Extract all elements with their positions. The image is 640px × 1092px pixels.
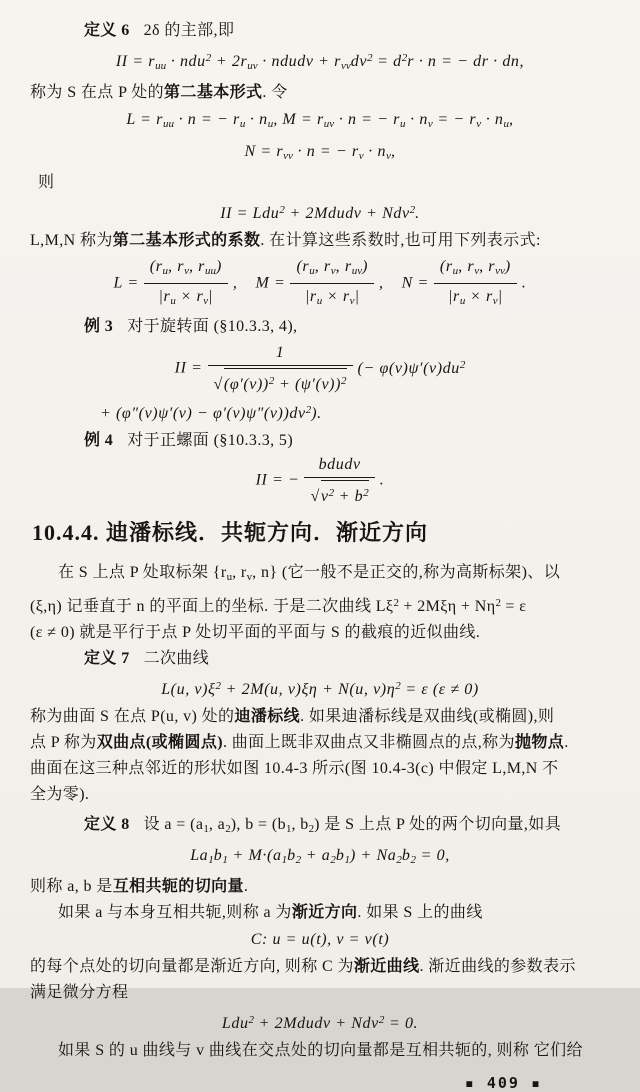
text-segment: . 令 [262, 84, 288, 101]
fraction [290, 256, 374, 312]
formula-N-fraction [402, 256, 527, 312]
definition-8-label: 定义 8 [84, 816, 130, 833]
definition-7-line-2 [30, 730, 610, 756]
definition-7-intro: 二次曲线 [143, 650, 210, 667]
definition-7-line-4: 全为零). [30, 786, 90, 803]
radical-sign: √ [213, 376, 223, 393]
numerator: ($r_u$, $r_v$, $r_{uv}$) [296, 258, 369, 277]
coefficients-note-line [30, 228, 610, 254]
second-fundamental-form-naming-line [30, 80, 610, 106]
text-segment: . 如果迪潘标线是双曲线(或椭圆),则 [300, 708, 555, 725]
formula-L-fraction [114, 256, 238, 312]
fraction [144, 256, 228, 312]
example-4-heading [30, 428, 610, 454]
fraction-tail: , [232, 274, 238, 292]
section-heading: 10.4.4. 迪潘标线．共轭方向．渐近方向 [32, 520, 429, 545]
formula-lead: II = − [255, 471, 300, 489]
asymptotic-curve-ode: Ldu$^2$ + 2Mdudv + Ndv$^2$ = 0. [221, 1014, 419, 1032]
term-second-fundamental-form: 第二基本形式 [164, 84, 263, 101]
fraction-tail: . [521, 274, 527, 292]
text-segment: . 在计算这些系数时,也可用下列表示式: [260, 232, 541, 249]
text-segment: 点 P 称为 [30, 734, 97, 751]
paragraph-1-line-1: 在 S 上点 P 处取标架 {$r_u$, $r_v$, n} (它一般不是正交的,称为高斯标架)、以 [58, 564, 561, 583]
text-segment: 则称 a, b 是 [30, 878, 113, 895]
denominator: $|r_u \times r_v|$ [434, 283, 517, 312]
denominator [208, 365, 353, 396]
denominator [304, 477, 374, 508]
fraction-lead: N = [401, 274, 429, 292]
formula-lead: II = [174, 359, 203, 377]
coefficient-determinant-formulas [30, 256, 610, 312]
term-conjugate-tangent-vectors: 互相共轭的切向量 [112, 878, 244, 895]
fraction [434, 256, 517, 312]
example-3-intro: 对于旋转面 (§10.3.3, 4), [127, 318, 298, 335]
text-segment: 如果 a 与本身互相共轭,则称 a 为 [58, 904, 292, 921]
text-segment: 的每个点处的切向量都是渐近方向, 则称 C 为 [30, 958, 354, 975]
paragraph-2-line-2 [30, 954, 610, 980]
definition-7-line-3: 曲面在这三种点邻近的形状如图 10.4-3 所示(图 10.4-3(c) 中假定 L,M,N 不 [30, 760, 559, 777]
text-segment: L,M,N 称为 [30, 232, 113, 249]
numerator: ($r_u$, $r_v$, $r_{uu}$) [149, 258, 222, 277]
text-segment: 称为 S 在点 P 处的 [30, 84, 165, 101]
radical-sign: √ [310, 488, 320, 505]
paragraph-2-line-4: 如果 S 的 u 曲线与 v 曲线在交点处的切向量都是互相共轭的, 则称 它们给 [58, 1042, 583, 1059]
dupin-indicatrix-equation: L(u, $v)\xi^2 + 2M(u$, v)ξη + N(u, $v)\eta^2 = \varepsilon$ (ε ≠ 0) [161, 680, 479, 698]
numerator: bdudv [318, 456, 361, 473]
second-fundamental-form-compact-equation: II = Ldu$^2$ + 2Mdudv + Ndv$^2$. [220, 204, 420, 222]
definition-6-intro: 2δ 的主部,即 [143, 22, 235, 39]
example-3-formula-line-2: + $(\varphi''(v)\psi'(v) - \varphi'(v)\psi''(v))dv^2$). [100, 404, 322, 422]
definition-8-conclusion-line [30, 874, 610, 900]
paragraph-1-line-3: (ε ≠ 0) 就是平行于点 P 处切平面的平面与 S 的截痕的近似曲线. [30, 624, 481, 641]
formula-tail: (− $\varphi(v)\psi'(v)du^2$ [357, 358, 466, 377]
fraction-tail: , [379, 274, 384, 292]
term-dupin-indicatrix: 迪潘标线 [234, 708, 301, 725]
definition-6-label: 定义 6 [84, 22, 130, 39]
fraction-lead: M = [255, 274, 286, 292]
text-segment: . 曲面上既非双曲点又非椭圆点的点,称为 [222, 734, 515, 751]
example-3-label: 例 3 [84, 318, 114, 335]
conjugate-condition-equation: $La_1b_1 + M\cdot(a_1b_2 + a_2b_1) + Na_2b_2 = 0$, [190, 847, 450, 866]
then-connector: 则 [38, 174, 55, 191]
text-segment: . 渐近曲线的参数表示 [419, 958, 576, 975]
second-fundamental-form-expansion: II = $r_{uu} \cdot ndu^2 + 2r_{uv}$ · ndudv + $r_{vv}dv^2 = d^2r \cdot n$ = − dr · dn, [115, 52, 525, 72]
curve-parametrization-equation: C: u = u(t), v = v(t) [250, 931, 390, 948]
formula-M-fraction [256, 256, 384, 312]
fraction-lead: L = [113, 274, 139, 292]
text-segment: . [243, 878, 249, 895]
radicand: $v^2 + b^2$ [321, 480, 369, 508]
example-4-intro: 对于正螺面 (§10.3.3, 5) [127, 432, 294, 449]
numerator: 1 [275, 344, 285, 361]
term-asymptotic-direction: 渐近方向 [291, 904, 358, 921]
fraction [304, 454, 374, 508]
term-hyperbolic-elliptic-point: 双曲点(或椭圆点) [96, 734, 223, 751]
paragraph-1-line-2: (ξ,η) 记垂直于 n 的平面上的坐标. 于是二次曲线 $L\xi^2 + 2M\xi\eta + N\eta^2 = \varepsilon$ [30, 597, 527, 615]
numerator: ($r_u$, $r_v$, $r_{vv}$) [439, 258, 511, 277]
definition-8-intro: 设 $a = (a_1$, $a_2$), $b = (b_1$, $b_2$) 是 S 上点 P 处的两个切向量,如具 [143, 816, 562, 835]
formula-tail: . [379, 471, 385, 489]
paragraph-2-line-1 [30, 900, 610, 926]
definition-7-heading [30, 646, 610, 672]
example-4-formula [30, 454, 610, 508]
definition-7-line-1 [30, 704, 610, 730]
denominator: $|r_u \times r_v|$ [290, 283, 374, 312]
term-coefficients: 第二基本形式的系数 [112, 232, 261, 249]
coefficients-l-m-equation: $L = r_{uu} \cdot n$ = − $r_u \cdot n_u$, $M = r_{uv} \cdot n$ = − $r_u \cdot n_v$ = − $r_v \cdot n_u$, [126, 111, 514, 130]
term-parabolic-point: 抛物点 [515, 734, 565, 751]
example-3-heading [30, 314, 610, 340]
text-segment: . 如果 S 上的曲线 [357, 904, 483, 921]
paragraph-2-line-3: 满足微分方程 [30, 984, 129, 1001]
definition-8-heading [30, 812, 610, 842]
term-asymptotic-curve: 渐近曲线 [353, 958, 420, 975]
definition-7-label: 定义 7 [84, 650, 130, 667]
definition-6-heading [30, 18, 610, 44]
radicand: $(\varphi'(v))^2 + (\psi'(v))^2$ [224, 368, 347, 396]
example-4-label: 例 4 [84, 432, 114, 449]
page-number: ▪ 409 ▪ [464, 1074, 542, 1092]
coefficient-n-equation: $N = r_{vv} \cdot n$ = − $r_v \cdot n_v$, [244, 143, 396, 162]
text-segment: 称为曲面 S 在点 P(u, v) 处的 [30, 708, 235, 725]
denominator: $|r_u \times r_v|$ [144, 283, 228, 312]
fraction [208, 342, 353, 396]
example-3-formula-line-1 [30, 342, 610, 396]
text-segment: . [564, 734, 569, 751]
